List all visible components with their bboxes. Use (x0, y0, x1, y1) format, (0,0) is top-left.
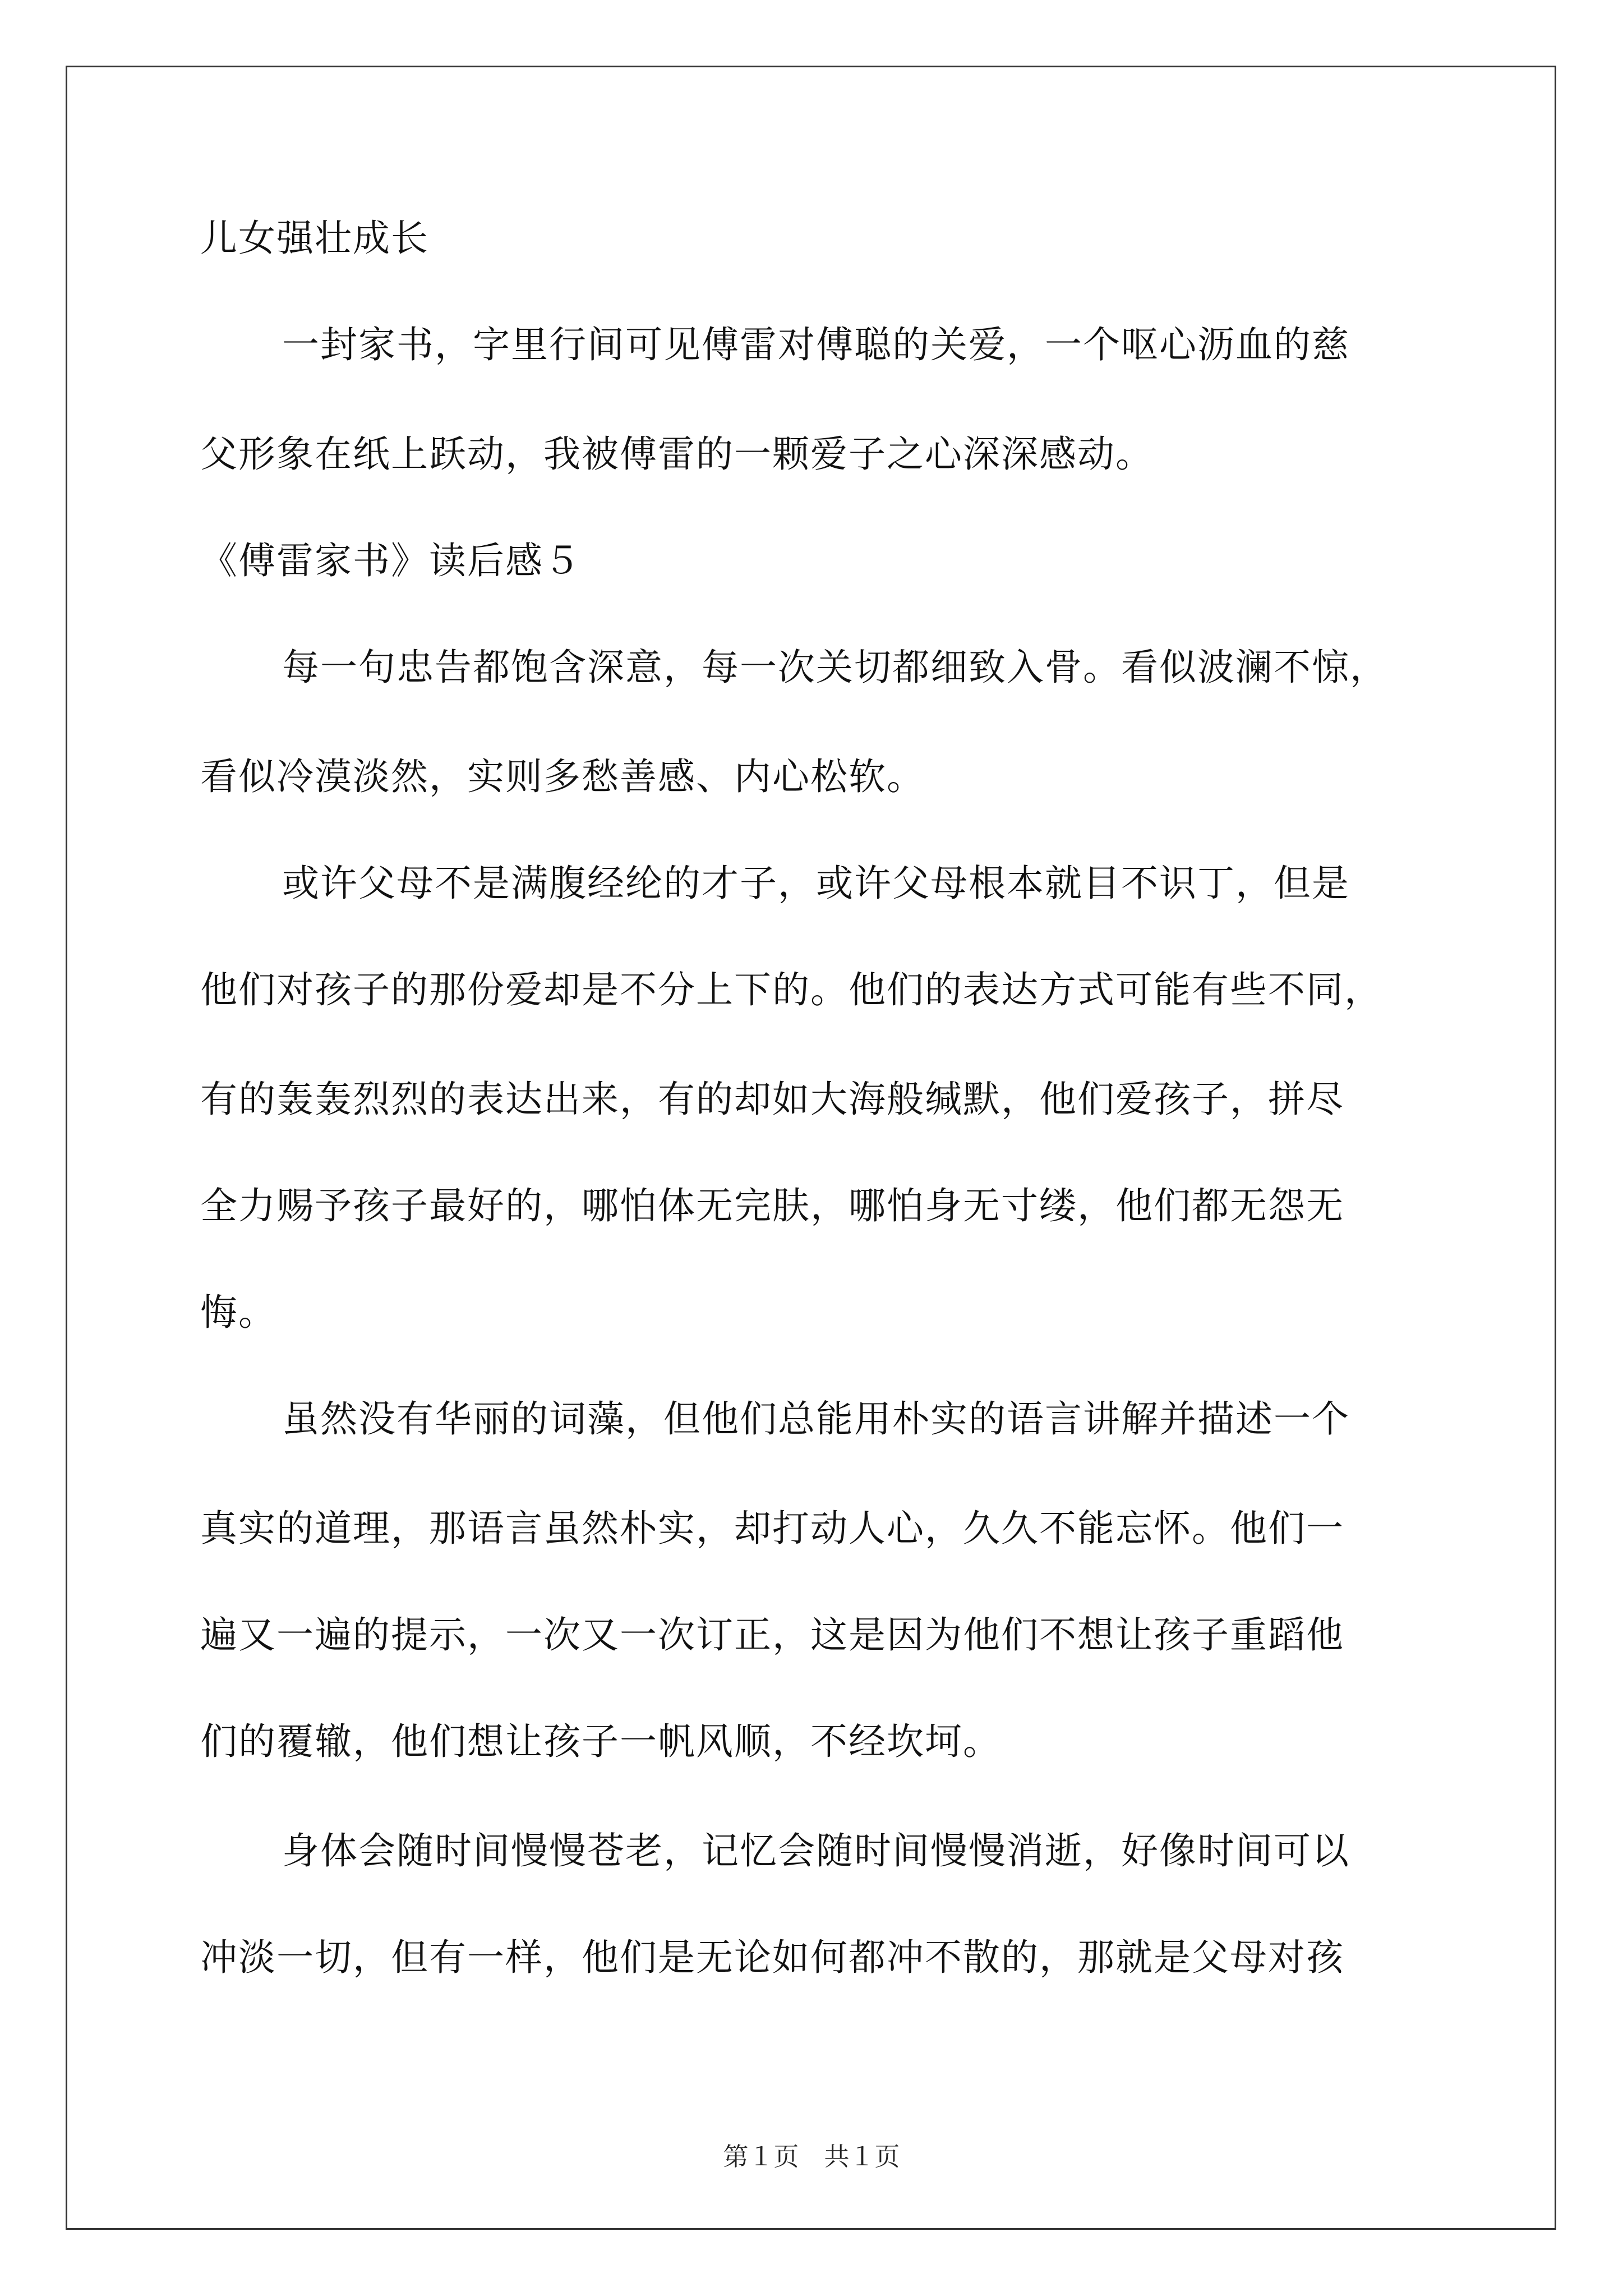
paragraph-first-line: 身体会随时间慢慢苍老，记忆会随时间慢慢消逝，好像时间可以 (282, 1829, 1350, 1872)
text-line: 儿女强壮成长 (200, 217, 429, 260)
page-border (66, 66, 1556, 2230)
paragraph-first-line: 每一句忠告都饱含深意，每一次关切都细致入骨。看似波澜不惊， (282, 646, 1388, 689)
paragraph-first-line: 虽然没有华丽的词藻，但他们总能用朴实的语言讲解并描述一个 (282, 1397, 1350, 1441)
text-line: 有的轰轰烈烈的表达出来，有的却如大海般缄默，他们爱孩子，拼尽 (200, 1078, 1344, 1121)
section-heading: 《傅雷家书》读后感５ (200, 539, 582, 582)
text-line: 全力赐予孩子最好的，哪怕体无完肤，哪怕身无寸缕，他们都无怨无 (200, 1184, 1344, 1227)
text-line: 父形象在纸上跃动，我被傅雷的一颗爱子之心深深感动。 (200, 432, 1154, 476)
text-line: 悔。 (200, 1291, 276, 1334)
text-line: 他们对孩子的那份爱却是不分上下的。他们的表达方式可能有些不同， (200, 968, 1382, 1011)
text-line: 们的覆辙，他们想让孩子一帆风顺，不经坎坷。 (200, 1720, 1001, 1763)
text-line: 遍又一遍的提示，一次又一次订正，这是因为他们不想让孩子重蹈他 (200, 1613, 1344, 1657)
paragraph-first-line: 或许父母不是满腹经纶的才子，或许父母根本就目不识丁，但是 (282, 862, 1350, 905)
paragraph-first-line: 一封家书，字里行间可见傅雷对傅聪的关爱，一个呕心沥血的慈 (282, 323, 1350, 366)
text-line: 真实的道理，那语言虽然朴实，却打动人心，久久不能忘怀。他们一 (200, 1507, 1344, 1550)
text-line: 看似冷漠淡然，实则多愁善感、内心松软。 (200, 755, 925, 798)
page-number-footer: 第１页 共１页 (723, 2142, 900, 2171)
text-line: 冲淡一切，但有一样，他们是无论如何都冲不散的，那就是父母对孩 (200, 1936, 1344, 1979)
